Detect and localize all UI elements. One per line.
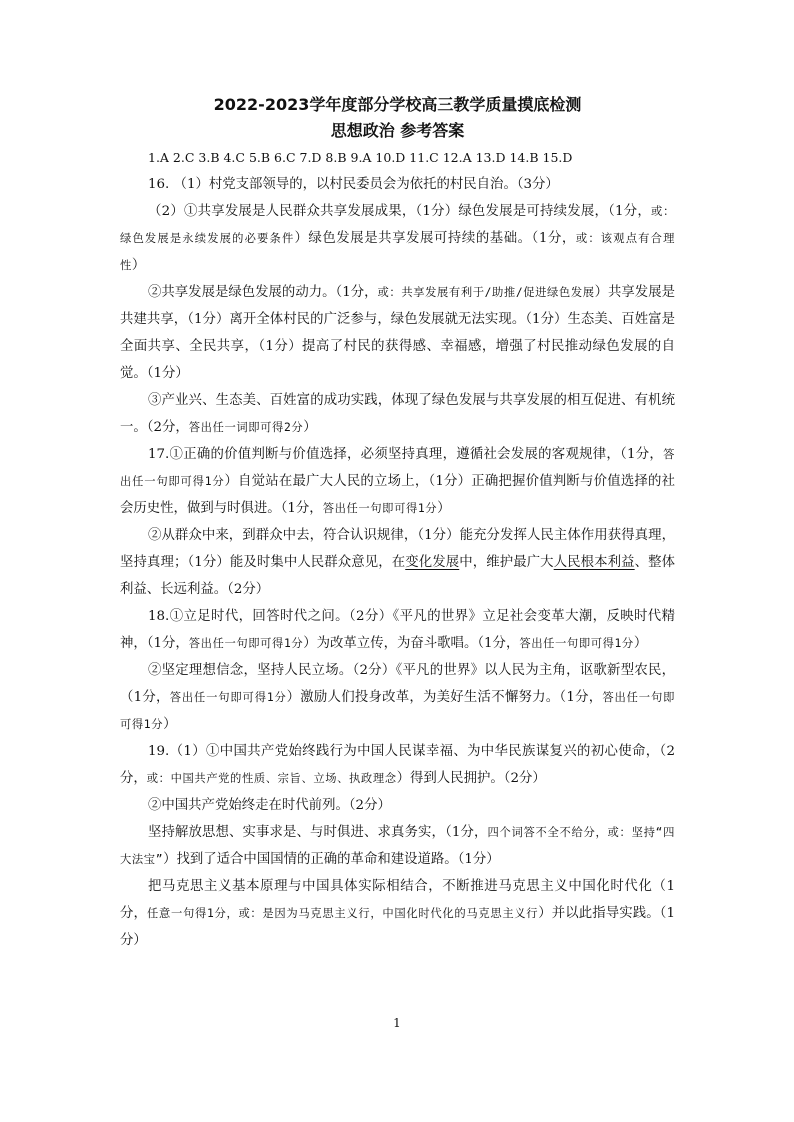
scoring-note: 答出任一句即可得1分 bbox=[120, 691, 675, 731]
q19-part1-point2: ②中国共产党始终走在时代前列。（2分） bbox=[148, 798, 391, 813]
text: ③产业兴、生态美、百姓富的成功实践，体现了绿色发展与共享发展的相互促进、有机统一。（2分， bbox=[120, 393, 675, 435]
text: 中，维护最广大 bbox=[459, 555, 554, 570]
text: ）自觉站在最广大人民的立场上，（1分）正确把握价值判断与价值选择的社会历史性，做到与时俱进。（1分， bbox=[120, 474, 675, 516]
text: ） bbox=[131, 258, 146, 273]
choice-answers: 1.A 2.C 3.B 4.C 5.B 6.C 7.D 8.B 9.A 10.D 11.C 12.A 13.D 14.B 15.D bbox=[148, 150, 573, 165]
text: 17.①正确的价值判断与价值选择，必须坚持真理，遵循社会发展的客观规律，（1分， bbox=[148, 447, 664, 462]
text: ）找到了适合中国国情的正确的革命和建设道路。（1分） bbox=[163, 852, 500, 867]
text: 坚持解放思想、实事求是、与时俱进、求真务实，（1分， bbox=[148, 825, 488, 840]
text: 把马克思主义基本原理与中国具体实际相结合，不断推进马克思主义中国化时代化（1分， bbox=[120, 879, 675, 921]
scoring-note: 或：共享发展有利于/助推/促进绿色发展 bbox=[377, 286, 595, 299]
scoring-note: 或：该观点有合理性 bbox=[120, 232, 675, 272]
text: ）为改革立传，为奋斗歌唱。（1分， bbox=[303, 636, 520, 651]
q16-part1: 16. （1）村党支部领导的，以村民委员会为依托的村民自治。（3分） bbox=[148, 177, 559, 192]
underlined-text: 人民根本利益 bbox=[553, 555, 635, 570]
text: ） bbox=[437, 501, 451, 516]
q19-part1-point3 bbox=[120, 819, 675, 873]
text: ） bbox=[633, 636, 648, 651]
text: 、整体利益、长远利益。（2分） bbox=[120, 555, 676, 597]
scoring-note: 答出任一句即可得1分 bbox=[188, 637, 304, 650]
text: ）共享发展是共建共享，（1分）离开全体村民的广泛参与，绿色发展就无法实现。（1分）生态美、百姓富是全面共享、全民共享，（1分）提高了村民的获得感、幸福感，增强了村民推动绿色发展的自觉。（1分） bbox=[120, 285, 675, 381]
text: ） bbox=[163, 717, 177, 732]
text: ②坚定理想信念，坚持人民立场。（2分）《平凡的世界》以人民为主角，讴歌新型农民，（1分， bbox=[120, 663, 675, 705]
scoring-note: 答出任一句即可得1分 bbox=[120, 448, 675, 488]
document-title: 2022-2023学年度部分学校高三教学质量摸底检测 bbox=[213, 95, 582, 114]
text: 19.（1）①中国共产党始终践行为中国人民谋幸福、为中华民族谋复兴的初心使命，（2分， bbox=[120, 744, 675, 786]
q18-point1 bbox=[120, 603, 675, 657]
scoring-note: 答出任一句即可得1分 bbox=[519, 637, 634, 650]
document-subtitle: 思想政治 参考答案 bbox=[330, 121, 465, 140]
underlined-text: 变化发展 bbox=[405, 555, 460, 570]
answer-key-content bbox=[120, 92, 675, 954]
q16-part2-point1 bbox=[120, 198, 675, 279]
q16-part2-point2 bbox=[120, 279, 675, 387]
text: ）得到人民拥护。（2分） bbox=[396, 771, 546, 786]
text: ） bbox=[303, 420, 317, 435]
text: ②从群众中来，到群众中去，符合认识规律，（1分）能充分发挥人民主体作用获得真理，坚持真理；（1分）能及时集中人民群众意见，在 bbox=[120, 528, 675, 570]
scoring-note: 答出任一句即可得1分 bbox=[169, 691, 287, 704]
scoring-note: 任意一句得1分，或：是因为马克思主义行，中国化时代化的马克思主义行 bbox=[146, 907, 539, 920]
page-number: 1 bbox=[393, 1016, 401, 1030]
scoring-note: 或：绿色发展是永续发展的必要条件 bbox=[120, 205, 676, 245]
q18-point2 bbox=[120, 657, 675, 738]
q19-part1-point1 bbox=[120, 738, 675, 792]
text: ）并以此指导实践。（1分） bbox=[120, 906, 675, 948]
text: ）激励人们投身改革，为美好生活不懈努力。（1分， bbox=[286, 690, 603, 705]
scoring-note: 答出任一句即可得1分 bbox=[322, 502, 438, 515]
q19-part1-point4 bbox=[120, 873, 675, 954]
text: 18.①立足时代，回答时代之问。（2分）《平凡的世界》立足社会变革大潮，反映时代精神，（1分， bbox=[120, 609, 675, 651]
q16-part2-point3 bbox=[120, 387, 675, 441]
text: （2）①共享发展是人民群众共享发展成果，（1分）绿色发展是可持续发展，（1分， bbox=[148, 204, 651, 219]
scoring-note: 答出任一词即可得2分 bbox=[188, 421, 304, 434]
text: ）绿色发展是共享发展可持续的基础。（1分， bbox=[294, 231, 576, 246]
q17-point1 bbox=[120, 441, 675, 522]
scoring-note: 或：中国共产党的性质、宗旨、立场、执政理念 bbox=[146, 772, 397, 785]
q17-point2 bbox=[120, 522, 675, 603]
text: ②共享发展是绿色发展的动力。（1分， bbox=[148, 285, 378, 300]
scoring-note: 四个词答不全不给分，或：坚持“四大法宝” bbox=[120, 826, 675, 866]
